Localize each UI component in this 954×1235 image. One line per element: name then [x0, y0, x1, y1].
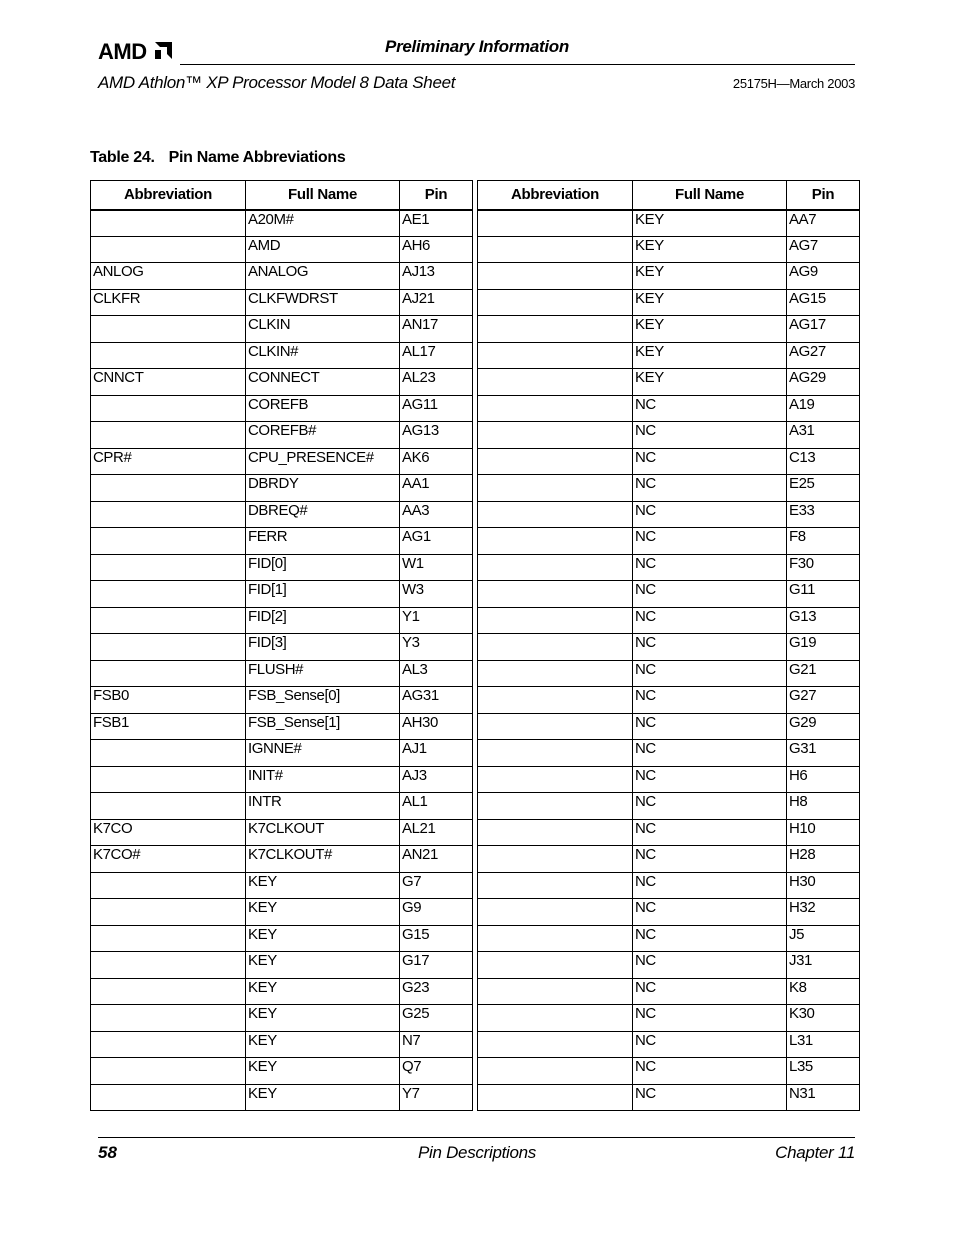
- pin-cell: G7: [400, 872, 473, 899]
- abbreviation-cell: [478, 475, 633, 502]
- table-row: [91, 660, 473, 687]
- full-name-cell: KEY: [246, 872, 400, 899]
- table-row: [91, 475, 473, 502]
- abbreviation-cell: [478, 660, 633, 687]
- pin-cell: W1: [400, 554, 473, 581]
- abbreviation-cell: [478, 740, 633, 767]
- abbreviation-cell: CLKFR: [91, 289, 246, 316]
- full-name-cell: NC: [633, 846, 787, 873]
- pin-cell: AG9: [787, 263, 860, 290]
- full-name-cell: CLKFWDRST: [246, 289, 400, 316]
- full-name-cell: NC: [633, 899, 787, 926]
- pin-cell: AG7: [787, 236, 860, 263]
- full-name-cell: NC: [633, 1031, 787, 1058]
- pin-cell: AH6: [400, 236, 473, 263]
- full-name-cell: FSB_Sense[1]: [246, 713, 400, 740]
- full-name-cell: KEY: [246, 1005, 400, 1032]
- document-title: AMD Athlon™ XP Processor Model 8 Data Sheet: [98, 73, 456, 92]
- pin-cell: Y1: [400, 607, 473, 634]
- table-row: [91, 634, 473, 661]
- pin-cell: H6: [787, 766, 860, 793]
- pin-cell: G29: [787, 713, 860, 740]
- abbreviation-cell: [91, 766, 246, 793]
- table-row: [478, 448, 860, 475]
- pin-cell: G23: [400, 978, 473, 1005]
- abbreviation-cell: [478, 369, 633, 396]
- abbreviation-cell: K7CO: [91, 819, 246, 846]
- abbreviation-cell: [91, 925, 246, 952]
- table-row: [478, 1031, 860, 1058]
- pin-cell: E25: [787, 475, 860, 502]
- abbreviation-cell: CPR#: [91, 448, 246, 475]
- table-row: [91, 899, 473, 926]
- table-row: [478, 872, 860, 899]
- table-row: [91, 978, 473, 1005]
- abbreviation-cell: [478, 236, 633, 263]
- table-row: [478, 581, 860, 608]
- pin-cell: AE1: [400, 210, 473, 237]
- full-name-cell: KEY: [633, 263, 787, 290]
- full-name-cell: COREFB: [246, 395, 400, 422]
- full-name-cell: NC: [633, 793, 787, 820]
- pin-cell: C13: [787, 448, 860, 475]
- abbreviation-cell: [478, 819, 633, 846]
- pin-cell: AG15: [787, 289, 860, 316]
- table-row: [478, 236, 860, 263]
- full-name-cell: NC: [633, 448, 787, 475]
- pin-cell: L35: [787, 1058, 860, 1085]
- table-row: [478, 925, 860, 952]
- pin-cell: H8: [787, 793, 860, 820]
- full-name-cell: KEY: [633, 342, 787, 369]
- abbreviation-cell: [91, 899, 246, 926]
- abbreviation-cell: [91, 634, 246, 661]
- table-row: [478, 713, 860, 740]
- pin-cell: AL21: [400, 819, 473, 846]
- pin-cell: G17: [400, 952, 473, 979]
- pin-cell: G21: [787, 660, 860, 687]
- table-row: [91, 872, 473, 899]
- pin-cell: N31: [787, 1084, 860, 1111]
- full-name-cell: KEY: [246, 978, 400, 1005]
- full-name-cell: FLUSH#: [246, 660, 400, 687]
- table-row: [91, 263, 473, 290]
- abbreviation-cell: [91, 316, 246, 343]
- pin-cell: AJ3: [400, 766, 473, 793]
- abbreviation-cell: [478, 210, 633, 237]
- abbreviation-cell: [478, 713, 633, 740]
- full-name-cell: NC: [633, 872, 787, 899]
- full-name-cell: FID[3]: [246, 634, 400, 661]
- abbreviation-cell: [478, 1031, 633, 1058]
- pin-cell: A19: [787, 395, 860, 422]
- table-row: [91, 342, 473, 369]
- table-row: [478, 1058, 860, 1085]
- abbreviation-cell: [478, 925, 633, 952]
- full-name-cell: NC: [633, 607, 787, 634]
- table-row: [91, 1031, 473, 1058]
- abbreviation-cell: [91, 793, 246, 820]
- pin-cell: G15: [400, 925, 473, 952]
- pin-cell: H28: [787, 846, 860, 873]
- table-row: [478, 1084, 860, 1111]
- pin-cell: H30: [787, 872, 860, 899]
- pin-cell: K30: [787, 1005, 860, 1032]
- pin-cell: A31: [787, 422, 860, 449]
- table-row: [478, 528, 860, 555]
- abbreviation-cell: [478, 395, 633, 422]
- full-name-cell: NC: [633, 952, 787, 979]
- abbreviation-cell: [91, 342, 246, 369]
- abbreviation-cell: [91, 501, 246, 528]
- full-name-cell: NC: [633, 819, 787, 846]
- table-row: [478, 952, 860, 979]
- full-name-cell: INTR: [246, 793, 400, 820]
- table-row: [478, 289, 860, 316]
- abbreviation-cell: [91, 660, 246, 687]
- pin-cell: L31: [787, 1031, 860, 1058]
- pin-cell: AL17: [400, 342, 473, 369]
- table-row: [91, 740, 473, 767]
- table-row: [478, 740, 860, 767]
- pin-cell: AN17: [400, 316, 473, 343]
- pin-cell: E33: [787, 501, 860, 528]
- column-header-abbreviation: Abbreviation: [478, 181, 633, 210]
- pin-cell: Y3: [400, 634, 473, 661]
- abbreviation-cell: [91, 422, 246, 449]
- pin-cell: G19: [787, 634, 860, 661]
- abbreviation-cell: [478, 448, 633, 475]
- abbreviation-cell: [478, 978, 633, 1005]
- abbreviation-cell: [478, 607, 633, 634]
- table-header-row: [478, 181, 860, 210]
- table-row: [91, 289, 473, 316]
- abbreviation-cell: [91, 952, 246, 979]
- table-row: [478, 1005, 860, 1032]
- table-number: Table 24.: [90, 149, 155, 166]
- abbreviation-cell: [478, 501, 633, 528]
- abbreviation-cell: [478, 952, 633, 979]
- full-name-cell: KEY: [246, 1058, 400, 1085]
- full-name-cell: FSB_Sense[0]: [246, 687, 400, 714]
- full-name-cell: CLKIN#: [246, 342, 400, 369]
- table-row: [478, 210, 860, 237]
- abbreviation-cell: [478, 872, 633, 899]
- abbreviation-cell: K7CO#: [91, 846, 246, 873]
- full-name-cell: A20M#: [246, 210, 400, 237]
- full-name-cell: FID[1]: [246, 581, 400, 608]
- full-name-cell: NC: [633, 687, 787, 714]
- abbreviation-cell: [478, 1084, 633, 1111]
- table-row: [91, 422, 473, 449]
- abbreviation-cell: FSB1: [91, 713, 246, 740]
- column-header-full-name: Full Name: [633, 181, 787, 210]
- pin-cell: G11: [787, 581, 860, 608]
- table-row: [478, 607, 860, 634]
- table-row: [478, 342, 860, 369]
- pin-cell: Y7: [400, 1084, 473, 1111]
- full-name-cell: KEY: [246, 952, 400, 979]
- table-row: [91, 236, 473, 263]
- abbreviation-cell: [91, 528, 246, 555]
- pin-cell: F8: [787, 528, 860, 555]
- pin-cell: N7: [400, 1031, 473, 1058]
- pin-cell: AA7: [787, 210, 860, 237]
- table-row: [478, 846, 860, 873]
- table-row: [91, 528, 473, 555]
- abbreviation-cell: [91, 978, 246, 1005]
- pin-cell: G27: [787, 687, 860, 714]
- full-name-cell: K7CLKOUT#: [246, 846, 400, 873]
- pin-cell: AA3: [400, 501, 473, 528]
- full-name-cell: NC: [633, 501, 787, 528]
- table-row: [478, 501, 860, 528]
- table-row: [91, 554, 473, 581]
- abbreviation-cell: [478, 899, 633, 926]
- table-row: [478, 793, 860, 820]
- full-name-cell: CPU_PRESENCE#: [246, 448, 400, 475]
- full-name-cell: CONNECT: [246, 369, 400, 396]
- table-row: [91, 210, 473, 237]
- pin-cell: AG1: [400, 528, 473, 555]
- footer-rule: [98, 1137, 855, 1138]
- abbreviation-cell: [478, 634, 633, 661]
- abbreviation-cell: CNNCT: [91, 369, 246, 396]
- full-name-cell: NC: [633, 713, 787, 740]
- pin-cell: G13: [787, 607, 860, 634]
- full-name-cell: CLKIN: [246, 316, 400, 343]
- full-name-cell: NC: [633, 740, 787, 767]
- full-name-cell: NC: [633, 1058, 787, 1085]
- abbreviation-cell: [91, 1005, 246, 1032]
- pin-cell: AJ13: [400, 263, 473, 290]
- full-name-cell: KEY: [633, 316, 787, 343]
- pin-cell: AN21: [400, 846, 473, 873]
- full-name-cell: NC: [633, 925, 787, 952]
- table-row: [91, 1058, 473, 1085]
- pin-cell: AG29: [787, 369, 860, 396]
- abbreviation-cell: [91, 581, 246, 608]
- table-row: [478, 395, 860, 422]
- full-name-cell: DBREQ#: [246, 501, 400, 528]
- abbreviation-cell: [91, 607, 246, 634]
- full-name-cell: NC: [633, 528, 787, 555]
- pin-cell: AK6: [400, 448, 473, 475]
- column-header-pin: Pin: [400, 181, 473, 210]
- table-row: [91, 369, 473, 396]
- full-name-cell: NC: [633, 634, 787, 661]
- abbreviation-cell: [478, 289, 633, 316]
- abbreviation-cell: [91, 740, 246, 767]
- pin-cell: AG17: [787, 316, 860, 343]
- full-name-cell: NC: [633, 766, 787, 793]
- abbreviation-cell: [91, 872, 246, 899]
- pin-table-right: [477, 180, 860, 1111]
- pin-cell: J5: [787, 925, 860, 952]
- abbreviation-cell: [478, 554, 633, 581]
- table-row: [91, 846, 473, 873]
- abbreviation-cell: [478, 316, 633, 343]
- pin-cell: AG11: [400, 395, 473, 422]
- table-row: [91, 1084, 473, 1111]
- page-number: 58: [98, 1143, 117, 1162]
- document-id: 25175H—March 2003: [732, 76, 855, 91]
- section-name: Pin Descriptions: [417, 1143, 537, 1162]
- pin-cell: AJ1: [400, 740, 473, 767]
- pin-cell: G9: [400, 899, 473, 926]
- header-rule: [180, 64, 855, 65]
- full-name-cell: NC: [633, 554, 787, 581]
- abbreviation-cell: [478, 263, 633, 290]
- full-name-cell: NC: [633, 475, 787, 502]
- pin-cell: F30: [787, 554, 860, 581]
- full-name-cell: DBRDY: [246, 475, 400, 502]
- full-name-cell: NC: [633, 660, 787, 687]
- abbreviation-cell: [91, 210, 246, 237]
- abbreviation-cell: [478, 687, 633, 714]
- chapter-label: Chapter 11: [775, 1143, 855, 1162]
- abbreviation-cell: [478, 342, 633, 369]
- table-row: [91, 1005, 473, 1032]
- table-row: [91, 607, 473, 634]
- table-row: [478, 369, 860, 396]
- table-row: [478, 899, 860, 926]
- abbreviation-cell: ANLOG: [91, 263, 246, 290]
- pin-cell: AG31: [400, 687, 473, 714]
- full-name-cell: ANALOG: [246, 263, 400, 290]
- preliminary-information-label: Preliminary Information: [385, 37, 569, 56]
- table-row: [91, 925, 473, 952]
- pin-cell: AJ21: [400, 289, 473, 316]
- abbreviation-cell: FSB0: [91, 687, 246, 714]
- table-row: [91, 581, 473, 608]
- column-header-full-name: Full Name: [246, 181, 400, 210]
- svg-text:AMD: AMD: [98, 39, 147, 64]
- pin-cell: H10: [787, 819, 860, 846]
- table-row: [91, 316, 473, 343]
- table-row: [478, 422, 860, 449]
- full-name-cell: NC: [633, 395, 787, 422]
- table-title: Pin Name Abbreviations: [168, 149, 346, 166]
- table-row: [478, 766, 860, 793]
- full-name-cell: FERR: [246, 528, 400, 555]
- pin-cell: Q7: [400, 1058, 473, 1085]
- pin-cell: AA1: [400, 475, 473, 502]
- table-row: [478, 687, 860, 714]
- table-row: [91, 713, 473, 740]
- table-row: [91, 819, 473, 846]
- pin-cell: AL23: [400, 369, 473, 396]
- full-name-cell: AMD: [246, 236, 400, 263]
- full-name-cell: KEY: [246, 1084, 400, 1111]
- column-header-pin: Pin: [787, 181, 860, 210]
- abbreviation-cell: [91, 395, 246, 422]
- table-row: [478, 316, 860, 343]
- full-name-cell: KEY: [633, 369, 787, 396]
- pin-table-left: [90, 180, 473, 1111]
- abbreviation-cell: [478, 1058, 633, 1085]
- table-row: [91, 766, 473, 793]
- table-caption: [90, 149, 345, 167]
- full-name-cell: FID[0]: [246, 554, 400, 581]
- full-name-cell: COREFB#: [246, 422, 400, 449]
- full-name-cell: NC: [633, 1084, 787, 1111]
- full-name-cell: IGNNE#: [246, 740, 400, 767]
- full-name-cell: NC: [633, 422, 787, 449]
- abbreviation-cell: [478, 766, 633, 793]
- abbreviation-cell: [478, 793, 633, 820]
- full-name-cell: INIT#: [246, 766, 400, 793]
- table-header-row: [91, 181, 473, 210]
- table-row: [478, 634, 860, 661]
- pin-cell: AL3: [400, 660, 473, 687]
- table-row: [478, 978, 860, 1005]
- table-row: [91, 793, 473, 820]
- table-row: [91, 687, 473, 714]
- table-row: [91, 448, 473, 475]
- full-name-cell: NC: [633, 978, 787, 1005]
- abbreviation-cell: [91, 554, 246, 581]
- full-name-cell: KEY: [633, 210, 787, 237]
- pin-cell: G25: [400, 1005, 473, 1032]
- table-row: [478, 819, 860, 846]
- pin-cell: AG27: [787, 342, 860, 369]
- pin-cell: AH30: [400, 713, 473, 740]
- full-name-cell: K7CLKOUT: [246, 819, 400, 846]
- abbreviation-cell: [478, 1005, 633, 1032]
- full-name-cell: NC: [633, 581, 787, 608]
- abbreviation-cell: [91, 1058, 246, 1085]
- table-row: [91, 952, 473, 979]
- table-row: [478, 263, 860, 290]
- abbreviation-cell: [478, 846, 633, 873]
- table-row: [478, 554, 860, 581]
- table-row: [91, 395, 473, 422]
- column-header-abbreviation: Abbreviation: [91, 181, 246, 210]
- pin-cell: K8: [787, 978, 860, 1005]
- full-name-cell: KEY: [633, 289, 787, 316]
- table-row: [478, 475, 860, 502]
- abbreviation-cell: [91, 236, 246, 263]
- full-name-cell: FID[2]: [246, 607, 400, 634]
- pin-cell: AL1: [400, 793, 473, 820]
- pin-cell: G31: [787, 740, 860, 767]
- abbreviation-cell: [91, 475, 246, 502]
- pin-cell: W3: [400, 581, 473, 608]
- pin-cell: J31: [787, 952, 860, 979]
- table-row: [91, 501, 473, 528]
- abbreviation-cell: [91, 1084, 246, 1111]
- table-row: [478, 660, 860, 687]
- abbreviation-cell: [478, 581, 633, 608]
- abbreviation-cell: [91, 1031, 246, 1058]
- full-name-cell: KEY: [633, 236, 787, 263]
- abbreviation-cell: [478, 422, 633, 449]
- full-name-cell: KEY: [246, 1031, 400, 1058]
- pin-cell: H32: [787, 899, 860, 926]
- full-name-cell: KEY: [246, 899, 400, 926]
- full-name-cell: KEY: [246, 925, 400, 952]
- full-name-cell: NC: [633, 1005, 787, 1032]
- abbreviation-cell: [478, 528, 633, 555]
- pin-cell: AG13: [400, 422, 473, 449]
